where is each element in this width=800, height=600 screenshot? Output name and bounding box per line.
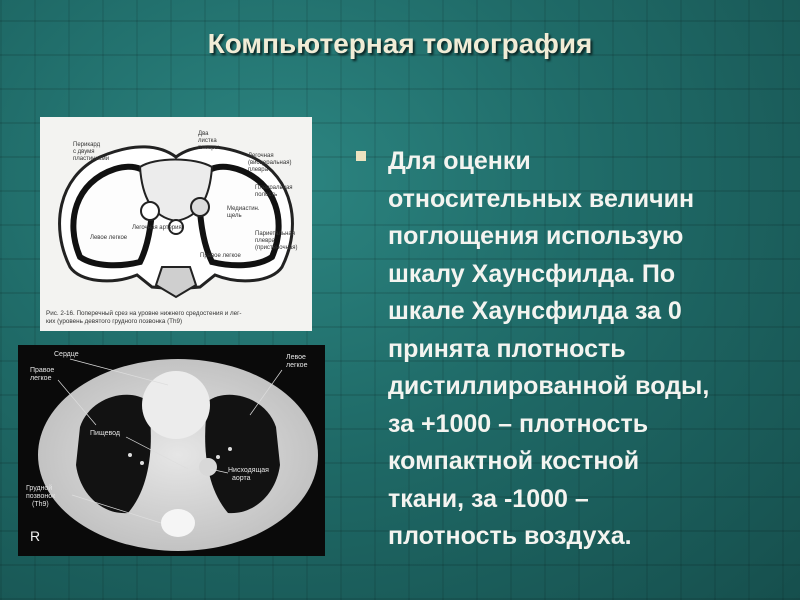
label-cavity-2: полость <box>255 192 278 198</box>
label-med-1: Медиастин. <box>227 206 260 212</box>
label-pericard-3: пластинками <box>73 156 110 162</box>
label-med-2: щель <box>227 213 242 219</box>
ct-label-right-lung-1: Правое <box>30 367 55 374</box>
diagram-caption-2: ких (уровень девятого грудного позвонка (Th9) <box>46 318 183 325</box>
label-pericard-2: с двумя <box>73 149 95 155</box>
ct-label-left-lung-2: легкое <box>286 362 308 369</box>
label-dva: Два <box>198 131 209 137</box>
ct-label-vertebra-1: Грудной <box>26 485 53 492</box>
bullet-square-icon <box>356 151 366 161</box>
ct-label-esophagus: Пищевод <box>90 430 120 437</box>
label-pericard: Перикард <box>73 142 101 148</box>
label-parietal-2: плевра <box>255 238 275 244</box>
ct-label-vertebra-3: (Th9) <box>32 501 49 508</box>
anatomy-diagram-drawing <box>40 117 312 331</box>
label-right-lung: Правое легкое <box>200 253 241 259</box>
label-left-lung: Левое легкое <box>90 235 128 241</box>
label-pulmonary-artery: Легочная артерия <box>132 225 182 231</box>
ct-scan-drawing <box>18 345 325 556</box>
label-listka: листка <box>198 138 217 144</box>
label-cavity-1: Плевральная <box>255 185 293 191</box>
anatomy-diagram <box>40 117 312 331</box>
label-visc-2: (висцеральная) <box>248 160 292 166</box>
bullet-item <box>356 143 786 556</box>
ct-label-aorta-1: Нисходящая <box>228 467 269 474</box>
ct-r-marker: R <box>30 528 41 544</box>
slide-title: Компьютерная томография <box>207 28 593 59</box>
label-plevry: плевры <box>198 145 219 151</box>
diagram-caption-1: Рис. 2-16. Поперечный срез на уровне нижнего средостения и лег- <box>46 310 242 317</box>
ct-scan <box>18 345 325 556</box>
ct-label-aorta-2: аорта <box>232 475 251 482</box>
ct-label-heart: Сердце <box>54 351 79 358</box>
bullet-text: Для оценки относительных величин поглощения использую шкалу Хаунсфилда. По шкале Хаунсфилда за 0 принята плотность дистиллированной воды, за +1000 – плотность компактной костной ткани, за -1000 – плотность воздуха. <box>388 147 710 550</box>
ct-label-right-lung-2: легкое <box>30 375 52 382</box>
label-parietal-3: (пристеночная) <box>255 245 298 251</box>
label-parietal-1: Париетальная <box>255 231 296 237</box>
label-visc-1: Легочная <box>248 153 274 159</box>
ct-label-vertebra-2: позвонок <box>26 493 56 500</box>
ct-label-left-lung-1: Левое <box>286 354 306 361</box>
label-visc-3: плевра <box>248 167 268 173</box>
